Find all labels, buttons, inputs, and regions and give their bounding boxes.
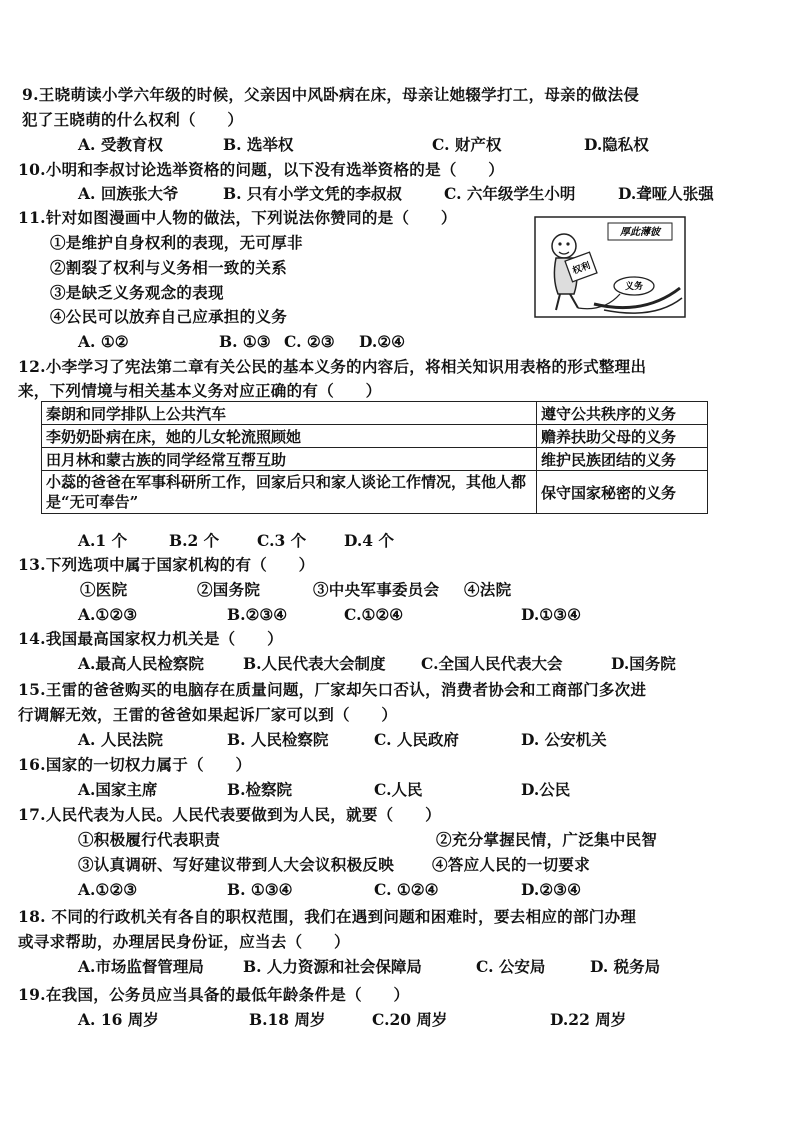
q19-stem: 19.在我国，公务员应当具备的最低年龄条件是（ ）	[18, 985, 410, 1004]
q11-item-4: ④公民可以放弃自己应承担的义务	[50, 307, 288, 326]
q10-option-c: C. 六年级学生小明	[444, 184, 576, 203]
q10-option-d: D.聋哑人张强	[618, 184, 714, 203]
q18-option-d: D. 税务局	[590, 957, 661, 976]
q10-stem: 10.小明和李叔讨论选举资格的问题，以下没有选举资格的是（ ）	[18, 160, 505, 179]
q11-option-d: D.②④	[359, 332, 406, 351]
cartoon-illustration	[534, 216, 686, 318]
q11-option-b: B. ①③	[219, 332, 271, 351]
duty-cell: 赡养扶助父母的义务	[537, 425, 708, 448]
q17-option-c: C. ①②④	[374, 880, 439, 899]
q10-option-b: B. 只有小学文凭的李叔叔	[223, 184, 402, 203]
q11-option-a: A. ①②	[78, 332, 129, 351]
q12-option-c: C.3 个	[257, 531, 307, 550]
q15-stem-line1: 15.王雷的爸爸购买的电脑存在质量问题，厂家却矢口否认，消费者协会和工商部门多次进	[18, 680, 647, 699]
q19-option-a: A. 16 周岁	[78, 1010, 159, 1029]
q15-stem-line2: 行调解无效，王雷的爸爸如果起诉厂家可以到（ ）	[18, 705, 398, 724]
q13-item-4: ④法院	[464, 580, 512, 599]
cartoon-label-duty: 义务	[624, 281, 644, 291]
q11-stem: 11.针对如图漫画中人物的做法，下列说法你赞同的是（ ）	[18, 208, 457, 227]
q10-option-a: A. 回族张大爷	[78, 184, 179, 203]
q12-option-a: A.1 个	[78, 531, 128, 550]
q19-option-c: C.20 周岁	[372, 1010, 448, 1029]
duty-cell: 保守国家秘密的义务	[537, 471, 708, 514]
q11-item-2: ②割裂了权利与义务相一致的关系	[50, 258, 288, 277]
q9-option-a: A. 受教育权	[78, 135, 163, 154]
q9-stem-line2: 犯了王晓萌的什么权利（ ）	[22, 110, 244, 129]
q14-option-b: B.人民代表大会制度	[243, 654, 386, 673]
q16-option-b: B.检察院	[227, 780, 292, 799]
q15-option-b: B. 人民检察院	[227, 730, 329, 749]
q13-stem: 13.下列选项中属于国家机构的有（ ）	[18, 555, 315, 574]
q16-option-d: D.公民	[521, 780, 571, 799]
q14-option-a: A.最高人民检察院	[78, 654, 204, 673]
q13-item-2: ②国务院	[197, 580, 261, 599]
table-row	[42, 425, 708, 448]
duty-cell: 遵守公共秩序的义务	[537, 402, 708, 425]
q17-stem: 17.人民代表为人民。人民代表要做到为人民，就要（ ）	[18, 805, 441, 824]
table-row	[42, 471, 708, 514]
q17-item-1: ①积极履行代表职责	[78, 830, 221, 849]
q13-option-c: C.①②④	[344, 605, 404, 624]
q12-duty-table	[41, 401, 708, 514]
q14-option-c: C.全国人民代表大会	[421, 654, 563, 673]
q18-option-c: C. 公安局	[476, 957, 546, 976]
q17-option-b: B. ①③④	[227, 880, 293, 899]
q17-item-4: ④答应人民的一切要求	[432, 855, 591, 874]
q9-stem-line1: 9.王晓萌读小学六年级的时候，父亲因中风卧病在床，母亲让她辍学打工，母亲的做法侵	[22, 85, 640, 104]
q11-option-c: C. ②③	[284, 332, 335, 351]
q19-option-d: D.22 周岁	[550, 1010, 627, 1029]
q15-option-c: C. 人民政府	[374, 730, 459, 749]
situation-cell-wrapper	[42, 471, 537, 514]
q19-option-b: B.18 周岁	[249, 1010, 326, 1029]
cartoon-caption: 厚此薄彼	[620, 227, 660, 238]
q12-option-d: D.4 个	[344, 531, 394, 550]
q18-option-b: B. 人力资源和社会保障局	[243, 957, 422, 976]
q13-option-d: D.①③④	[521, 605, 581, 624]
q15-option-d: D. 公安机关	[521, 730, 607, 749]
duty-cell: 维护民族团结的义务	[537, 448, 708, 471]
q9-option-b: B. 选举权	[223, 135, 294, 154]
q9-option-d: D.隐私权	[584, 135, 649, 154]
table-row	[42, 448, 708, 471]
q9-option-c: C. 财产权	[432, 135, 502, 154]
q18-stem-line2: 或寻求帮助，办理居民身份证，应当去（ ）	[18, 932, 350, 951]
situation-cell: 田月林和蒙古族的同学经常互帮互助	[42, 448, 537, 471]
q15-option-a: A. 人民法院	[78, 730, 163, 749]
q13-option-b: B.②③④	[227, 605, 288, 624]
q18-stem-line1: 18. 不同的行政机关有各自的职权范围，我们在遇到问题和困难时，要去相应的部门办理	[18, 907, 637, 926]
q11-item-3: ③是缺乏义务观念的表现	[50, 283, 224, 302]
q16-option-a: A.国家主席	[78, 780, 158, 799]
situation-cell: 李奶奶卧病在床，她的儿女轮流照顾她	[42, 425, 537, 448]
q12-stem-line1: 12.小李学习了宪法第二章有关公民的基本义务的内容后，将相关知识用表格的形式整理出	[18, 357, 647, 376]
cartoon-label-rights: 权利	[571, 260, 592, 276]
q13-option-a: A.①②③	[78, 605, 138, 624]
q12-stem-line2: 来，下列情境与相关基本义务对应正确的有（ ）	[18, 381, 382, 400]
q14-stem: 14.我国最高国家权力机关是（ ）	[18, 629, 283, 648]
q16-option-c: C.人民	[374, 780, 423, 799]
q13-item-1: ①医院	[80, 580, 128, 599]
q12-option-b: B.2 个	[169, 531, 220, 550]
q11-cartoon	[534, 216, 686, 318]
q13-item-3: ③中央军事委员会	[313, 580, 440, 599]
table-row	[42, 402, 708, 425]
q11-item-1: ①是维护自身权利的表现，无可厚非	[50, 233, 303, 252]
situation-cell: 秦朗和同学排队上公共汽车	[42, 402, 537, 425]
q17-option-a: A.①②③	[78, 880, 138, 899]
q17-item-3: ③认真调研、写好建议带到人大会议积极反映	[78, 855, 395, 874]
situation-cell: 小蕊的爸爸在军事科研所工作，回家后只和家人谈论工作情况，其他人都是“无可奉告”	[46, 473, 527, 511]
q17-option-d: D.②③④	[521, 880, 581, 899]
q17-item-2: ②充分掌握民情，广泛集中民智	[436, 830, 658, 849]
q18-option-a: A.市场监督管理局	[78, 957, 204, 976]
q16-stem: 16.国家的一切权力属于（ ）	[18, 755, 252, 774]
q14-option-d: D.国务院	[611, 654, 676, 673]
